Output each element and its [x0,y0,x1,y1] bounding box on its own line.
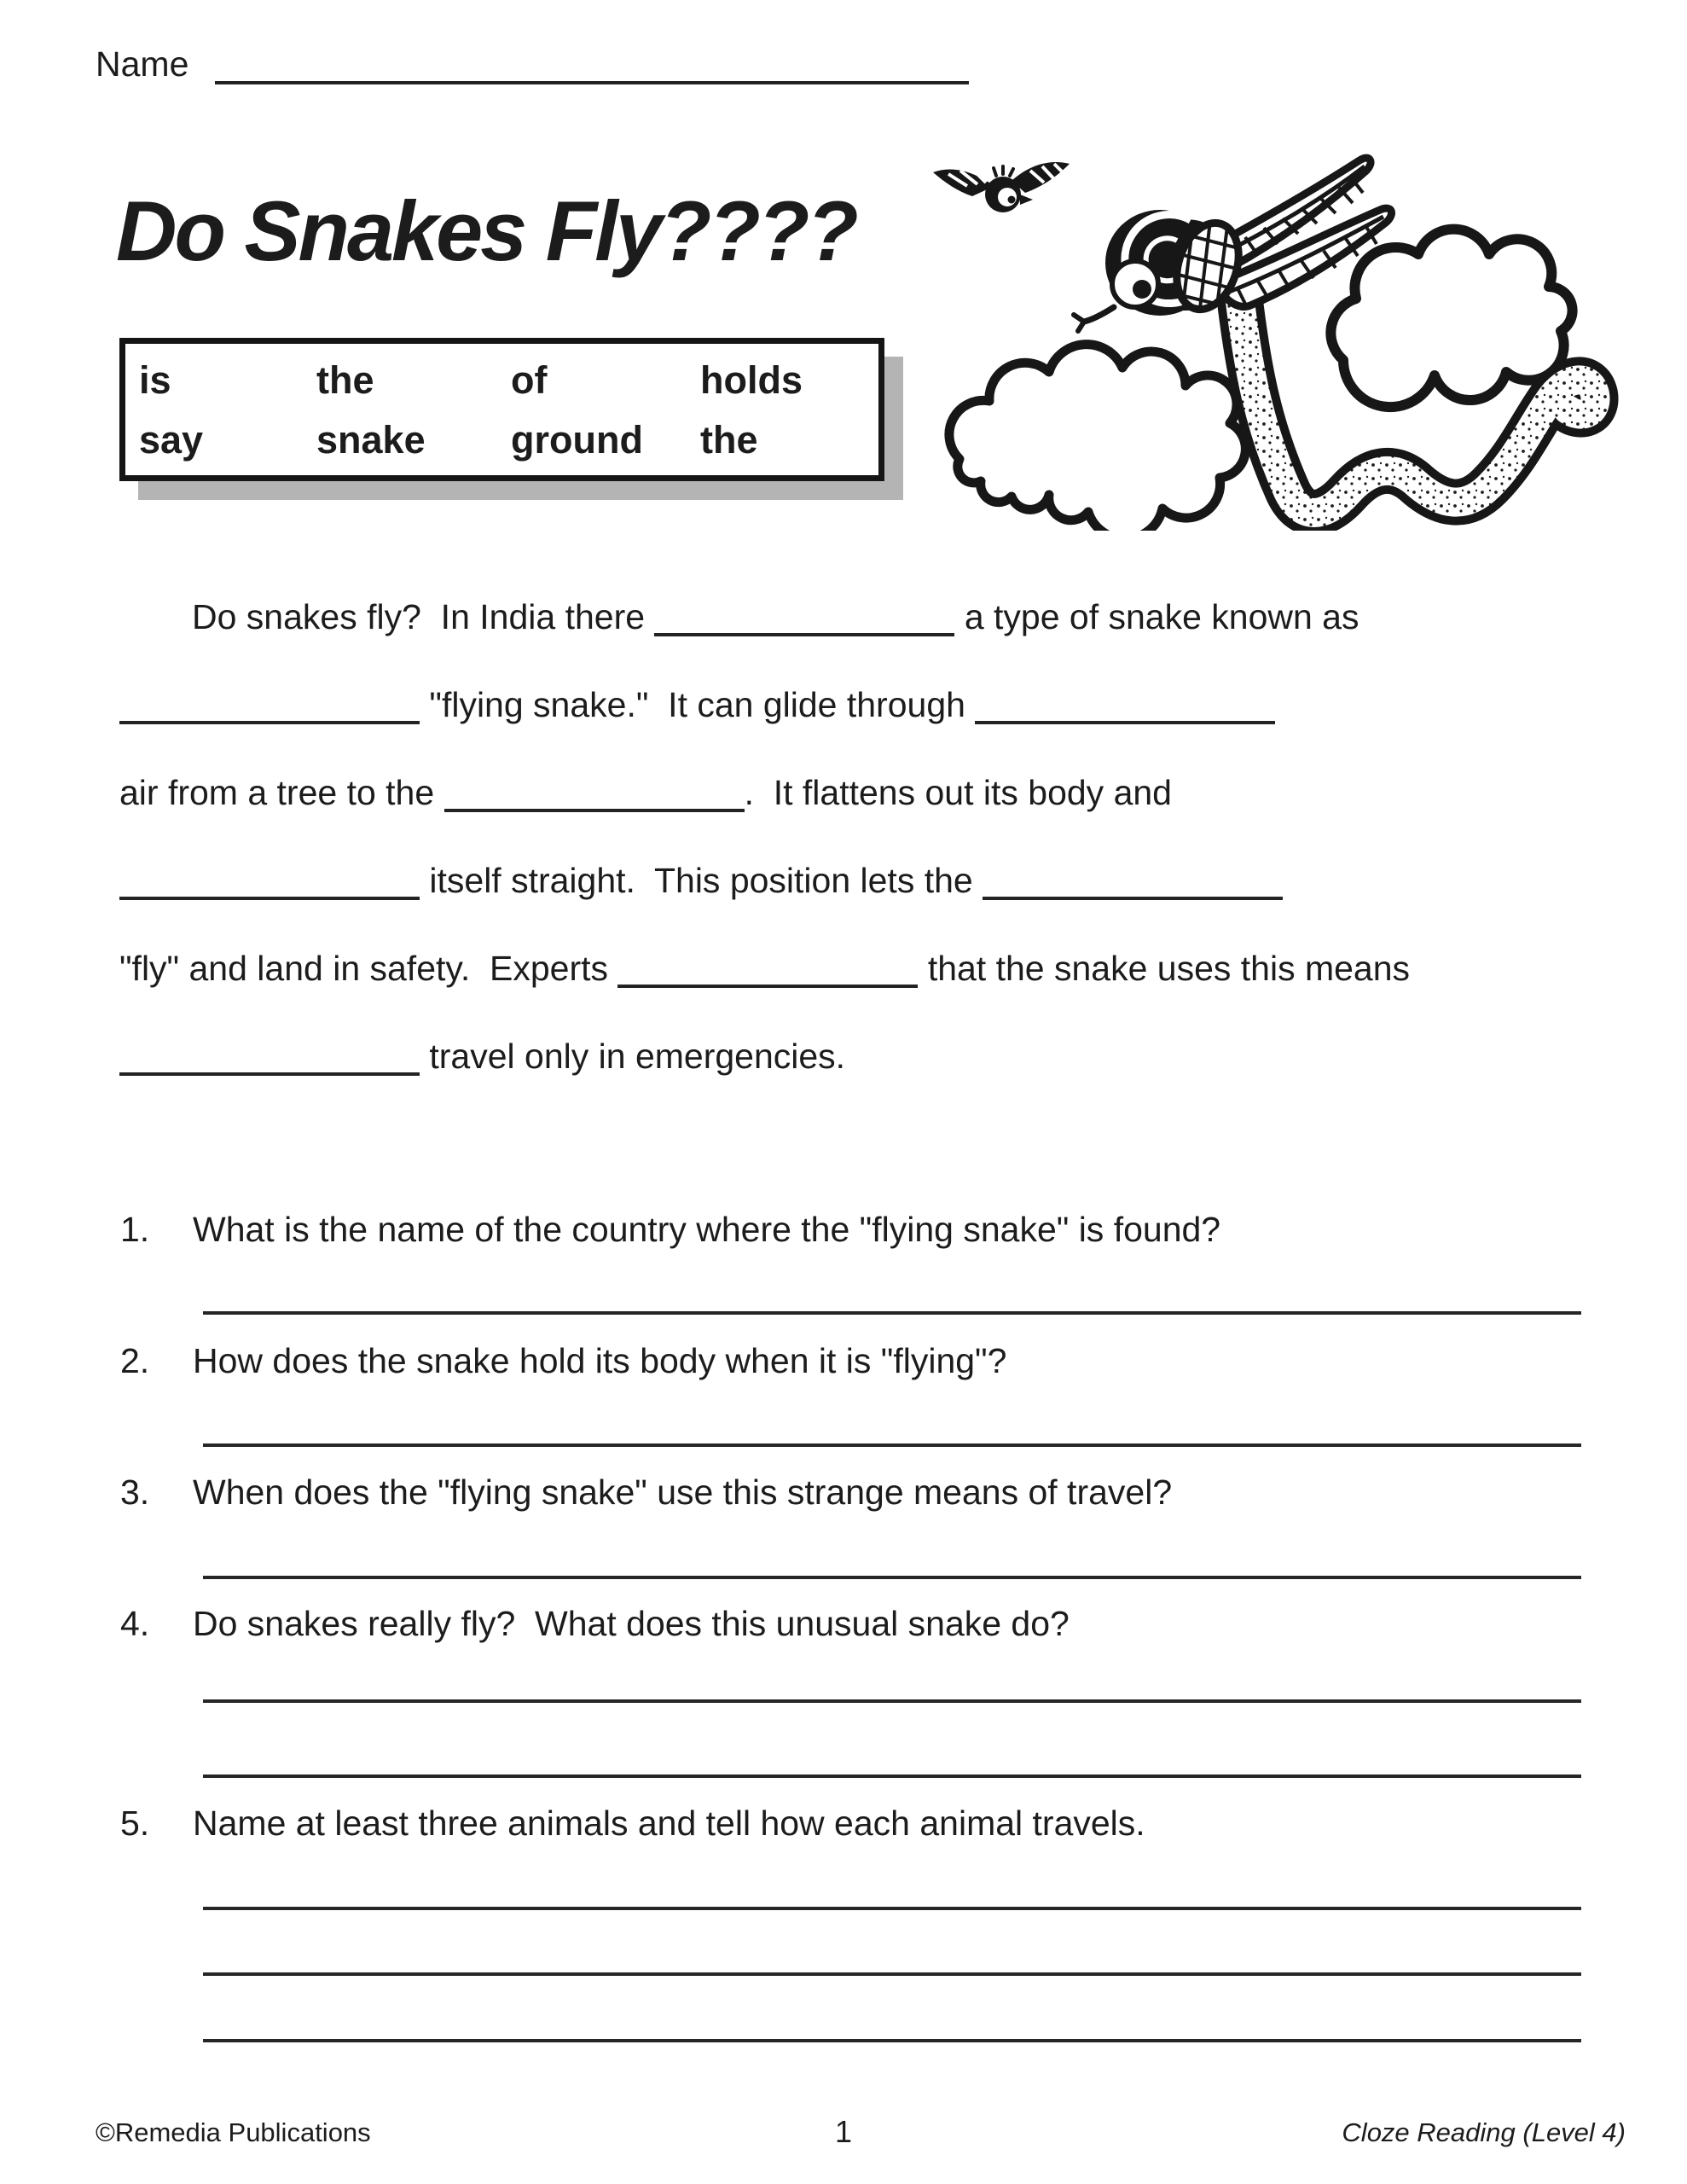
cloze-line [119,949,1620,1037]
answer-line[interactable] [203,1699,1581,1703]
question-text: What is the name of the country where the "flying snake" is found? [193,1210,1221,1249]
cloze-line [119,773,1620,861]
question-text: How does the snake hold its body when it is "flying"? [193,1341,1007,1380]
word-bank-word: is [139,358,171,402]
cloze-text: that the snake uses this means [918,949,1411,988]
cloze-blank[interactable] [119,712,420,724]
footer-series: Cloze Reading (Level 4) [1342,2117,1626,2147]
cloze-blank[interactable] [983,888,1283,900]
word-bank-word: the [700,418,758,462]
question-number: 4. [120,1604,150,1643]
cloze-blank[interactable] [119,1064,420,1076]
cloze-text: itself straight. This position lets the [420,861,983,900]
word-bank-word: holds [700,358,803,402]
cloze-text: Do snakes fly? In India there [192,597,655,636]
word-bank-word: snake [316,418,426,462]
question-number: 1. [120,1210,150,1249]
cloud-icon [949,345,1245,531]
answer-line[interactable] [203,1972,1581,1976]
question-text: Name at least three animals and tell how each animal travels. [193,1804,1145,1843]
cloze-line [119,861,1620,949]
cloze-text: air from a tree to the [119,773,444,812]
cloze-text: a type of snake known as [954,597,1359,636]
cloze-blank[interactable] [119,888,420,900]
word-bank-word: of [511,358,548,402]
flying-snake-illustration [919,119,1655,531]
answer-line[interactable] [203,1576,1581,1579]
cloze-line [119,1037,1620,1124]
question-number: 3. [120,1472,150,1512]
cloze-line [119,685,1620,773]
cloze-text: "flying snake." It can glide through [420,685,976,724]
cloze-blank[interactable] [654,624,954,636]
question-number: 5. [120,1804,150,1843]
answer-line[interactable] [203,1443,1581,1447]
question-text: When does the "flying snake" use this strange means of travel? [193,1472,1173,1512]
cloze-text: . It flattens out its body and [744,773,1172,812]
word-bank-word: the [316,358,374,402]
cloze-blank[interactable] [975,712,1275,724]
answer-line[interactable] [203,1907,1581,1910]
cloze-text: travel only in emergencies. [420,1037,846,1076]
name-input-line[interactable] [215,53,969,84]
word-bank-row [125,410,878,470]
answer-line[interactable] [203,1311,1581,1315]
word-bank [119,338,884,481]
cloze-blank[interactable] [444,800,745,812]
bird-icon [933,162,1070,212]
question-number: 2. [120,1341,150,1380]
word-bank-word: say [139,418,204,462]
cloze-blank[interactable] [617,976,918,988]
word-bank-word: ground [511,418,643,462]
footer-publisher: ©Remedia Publications [96,2117,371,2147]
name-label: Name [96,44,189,84]
cloze-paragraph [119,597,1620,1124]
word-bank-row [125,351,878,410]
cloze-line [119,597,1620,685]
page-title: Do Snakes Fly???? [116,183,856,278]
cloze-text: "fly" and land in safety. Experts [119,949,618,988]
footer-page-number: 1 [834,2114,853,2149]
answer-line[interactable] [203,2039,1581,2042]
question-text: Do snakes really fly? What does this unusual snake do? [193,1604,1070,1643]
answer-line[interactable] [203,1774,1581,1778]
